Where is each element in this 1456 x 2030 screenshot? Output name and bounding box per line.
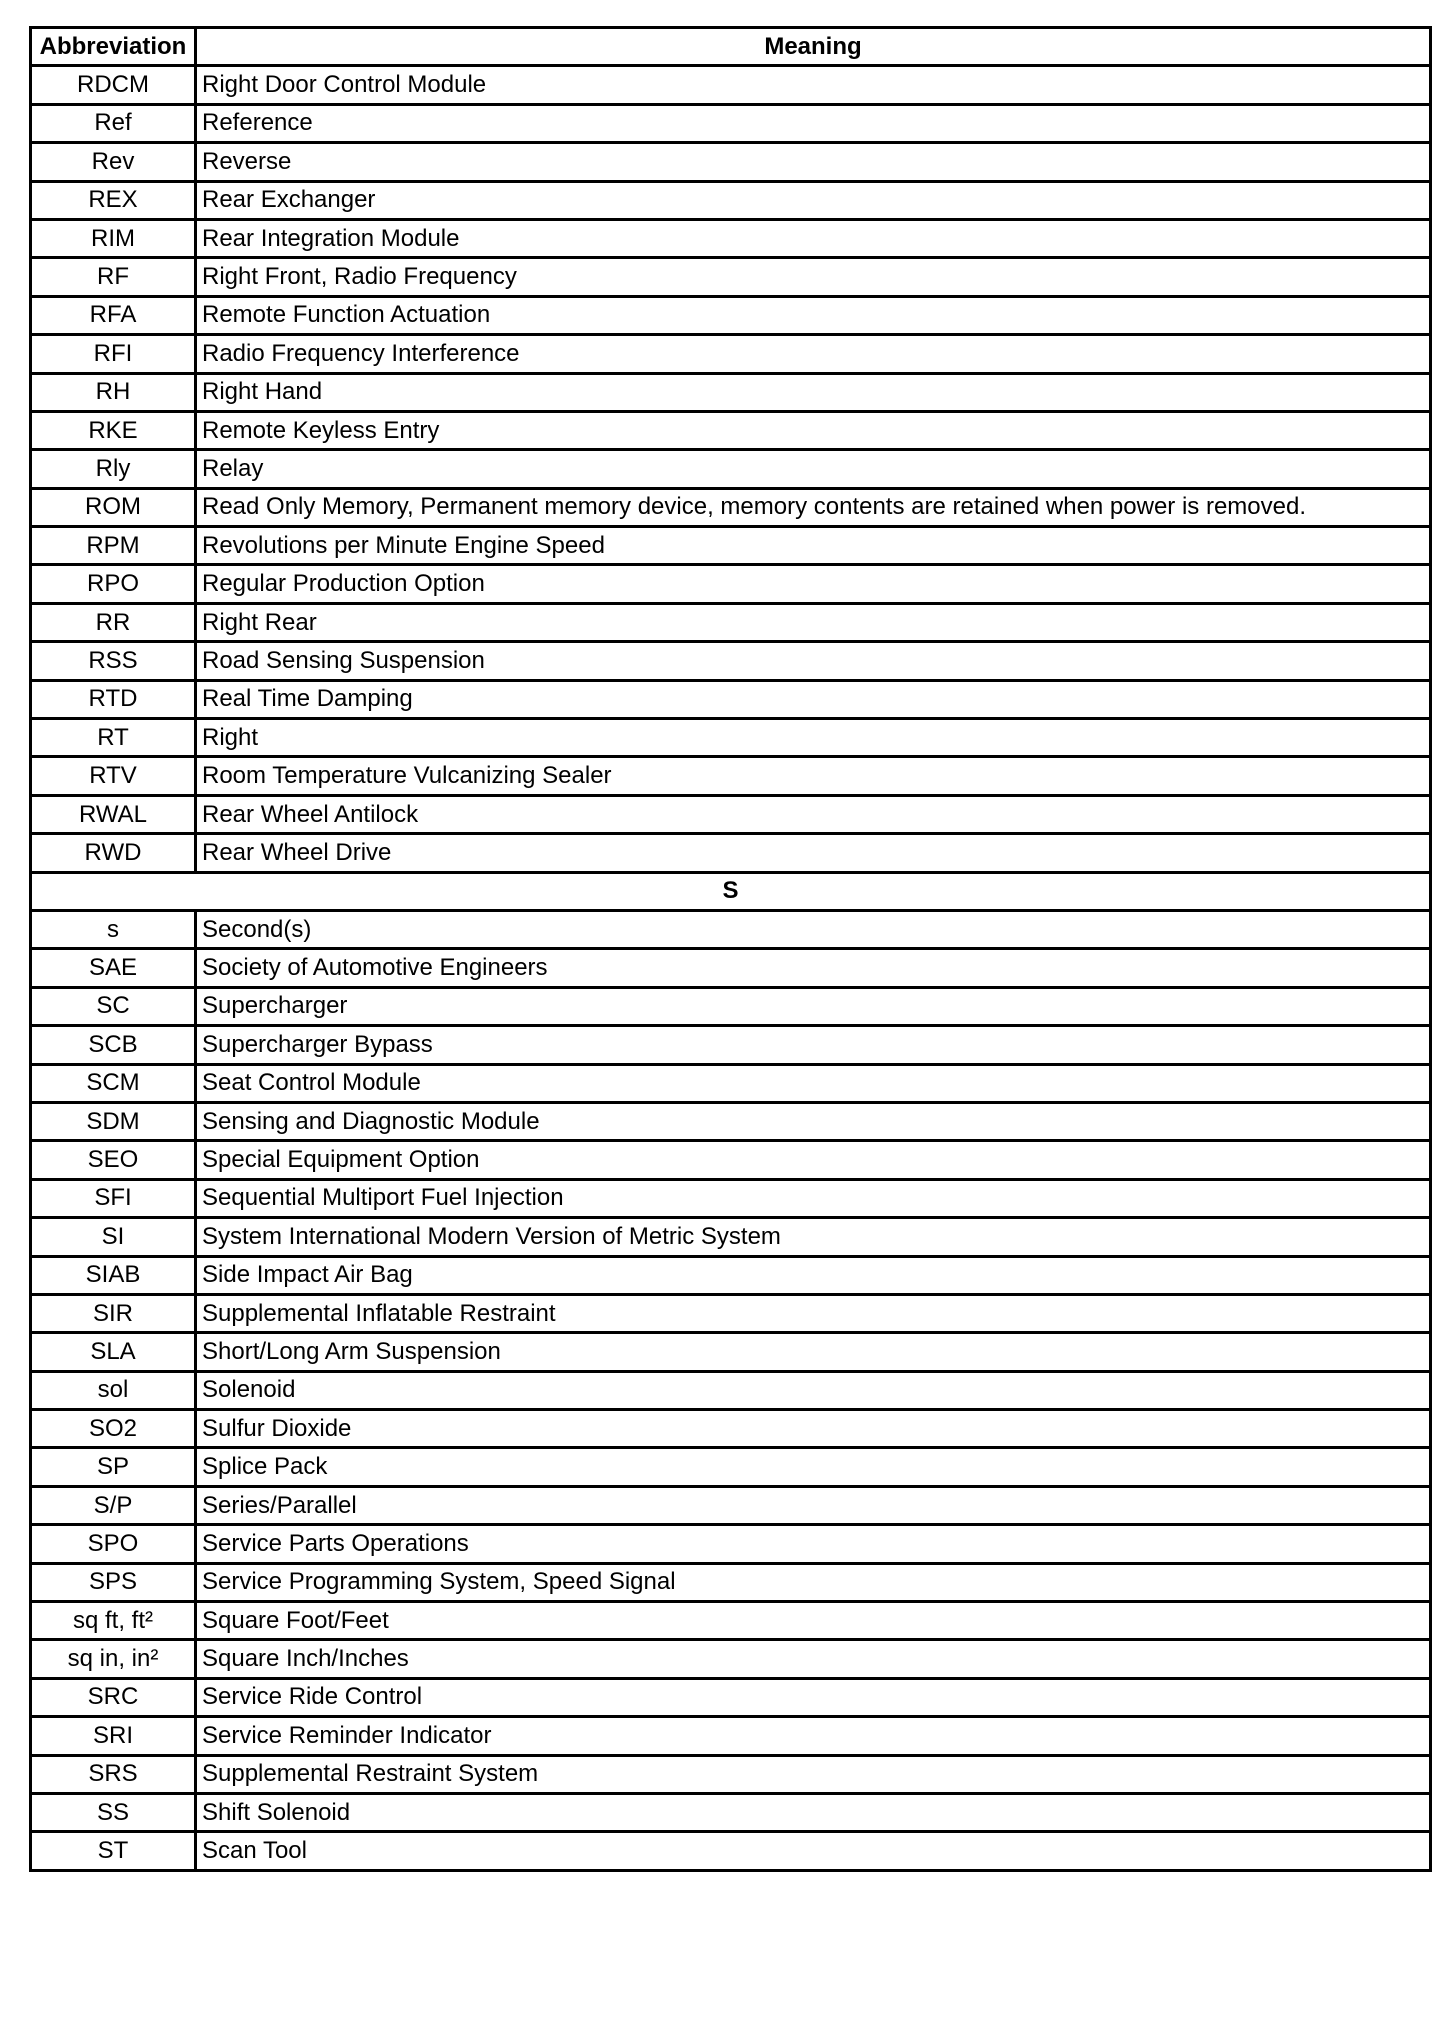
abbreviation-cell: SC (31, 987, 196, 1025)
meaning-cell: Real Time Damping (196, 680, 1431, 718)
abbreviation-cell: Ref (31, 104, 196, 142)
abbreviation-cell: SS (31, 1793, 196, 1831)
table-row (31, 1640, 1431, 1678)
meaning-cell: Reverse (196, 143, 1431, 181)
abbreviation-cell: sq in, in² (31, 1640, 196, 1678)
abbreviation-cell: RPM (31, 527, 196, 565)
table-row (31, 258, 1431, 296)
meaning-cell: Sulfur Dioxide (196, 1410, 1431, 1448)
table-row (31, 1064, 1431, 1102)
abbreviation-cell: S/P (31, 1486, 196, 1524)
meaning-cell: Service Reminder Indicator (196, 1717, 1431, 1755)
abbreviation-cell: RIM (31, 219, 196, 257)
table-row (31, 1563, 1431, 1601)
abbreviation-cell: SLA (31, 1333, 196, 1371)
abbreviation-cell: RR (31, 603, 196, 641)
table-row (31, 143, 1431, 181)
meaning-cell: Rear Wheel Drive (196, 834, 1431, 872)
table-row (31, 450, 1431, 488)
table-row (31, 1602, 1431, 1640)
table-row (31, 181, 1431, 219)
table-row (31, 795, 1431, 833)
table-header-row (31, 28, 1431, 66)
abbreviation-cell: RFI (31, 335, 196, 373)
table-row (31, 1256, 1431, 1294)
table-row (31, 1755, 1431, 1793)
abbreviation-cell: SEO (31, 1141, 196, 1179)
table-row (31, 949, 1431, 987)
meaning-cell: Solenoid (196, 1371, 1431, 1409)
meaning-cell: Room Temperature Vulcanizing Sealer (196, 757, 1431, 795)
meaning-cell: Relay (196, 450, 1431, 488)
meaning-cell: Sensing and Diagnostic Module (196, 1102, 1431, 1140)
table-row (31, 910, 1431, 948)
meaning-cell: Square Inch/Inches (196, 1640, 1431, 1678)
table-row (31, 1026, 1431, 1064)
meaning-cell: Sequential Multiport Fuel Injection (196, 1179, 1431, 1217)
abbreviation-cell: RDCM (31, 66, 196, 104)
table-row (31, 1141, 1431, 1179)
table-row (31, 642, 1431, 680)
table-row (31, 1525, 1431, 1563)
table-row (31, 987, 1431, 1025)
meaning-cell: Side Impact Air Bag (196, 1256, 1431, 1294)
abbreviation-cell: RH (31, 373, 196, 411)
meaning-cell: Shift Solenoid (196, 1793, 1431, 1831)
meaning-cell: Splice Pack (196, 1448, 1431, 1486)
meaning-cell: Service Parts Operations (196, 1525, 1431, 1563)
abbreviation-cell: SAE (31, 949, 196, 987)
abbreviation-cell: SIR (31, 1294, 196, 1332)
meaning-cell: Read Only Memory, Permanent memory device, memory contents are retained when power is removed. (196, 488, 1431, 526)
abbreviation-cell: RSS (31, 642, 196, 680)
abbreviation-cell: SCM (31, 1064, 196, 1102)
abbreviation-cell: s (31, 910, 196, 948)
table-row (31, 1102, 1431, 1140)
abbreviation-cell: SRS (31, 1755, 196, 1793)
abbreviation-cell: RFA (31, 296, 196, 334)
table-row (31, 757, 1431, 795)
abbreviation-cell: RWAL (31, 795, 196, 833)
meaning-cell: Supplemental Restraint System (196, 1755, 1431, 1793)
abbreviation-cell: Rev (31, 143, 196, 181)
abbreviation-cell: SFI (31, 1179, 196, 1217)
meaning-cell: Right Front, Radio Frequency (196, 258, 1431, 296)
table-row (31, 565, 1431, 603)
abbreviation-cell: SPS (31, 1563, 196, 1601)
meaning-cell: Second(s) (196, 910, 1431, 948)
table-row (31, 527, 1431, 565)
abbreviation-cell: SO2 (31, 1410, 196, 1448)
table-row (31, 1294, 1431, 1332)
meaning-cell: Special Equipment Option (196, 1141, 1431, 1179)
abbreviation-cell: SPO (31, 1525, 196, 1563)
table-row (31, 1218, 1431, 1256)
table-row (31, 1371, 1431, 1409)
table-row (31, 719, 1431, 757)
table-row (31, 411, 1431, 449)
table-row (31, 1410, 1431, 1448)
table-row (31, 680, 1431, 718)
table-row (31, 1333, 1431, 1371)
table-row (31, 335, 1431, 373)
abbreviation-cell: SDM (31, 1102, 196, 1140)
abbreviation-cell: sol (31, 1371, 196, 1409)
abbreviation-cell: RKE (31, 411, 196, 449)
table-row (31, 1678, 1431, 1716)
abbreviation-cell: Rly (31, 450, 196, 488)
meaning-cell: Service Programming System, Speed Signal (196, 1563, 1431, 1601)
meaning-cell: System International Modern Version of Metric System (196, 1218, 1431, 1256)
abbreviation-cell: RTV (31, 757, 196, 795)
table-row (31, 1486, 1431, 1524)
abbreviation-cell: ROM (31, 488, 196, 526)
abbreviation-cell: RT (31, 719, 196, 757)
section-header-row (31, 872, 1431, 910)
table-row (31, 104, 1431, 142)
meaning-cell: Society of Automotive Engineers (196, 949, 1431, 987)
meaning-cell: Rear Integration Module (196, 219, 1431, 257)
abbreviation-cell: RF (31, 258, 196, 296)
abbreviation-cell: REX (31, 181, 196, 219)
meaning-cell: Short/Long Arm Suspension (196, 1333, 1431, 1371)
meaning-cell: Road Sensing Suspension (196, 642, 1431, 680)
table-row (31, 296, 1431, 334)
meaning-cell: Regular Production Option (196, 565, 1431, 603)
meaning-cell: Remote Keyless Entry (196, 411, 1431, 449)
abbreviation-cell: RTD (31, 680, 196, 718)
table-row (31, 1717, 1431, 1755)
table-row (31, 1832, 1431, 1870)
meaning-cell: Rear Exchanger (196, 181, 1431, 219)
abbreviation-cell: SI (31, 1218, 196, 1256)
section-letter: S (31, 872, 1431, 910)
abbreviation-cell: sq ft, ft² (31, 1602, 196, 1640)
table-row (31, 66, 1431, 104)
abbreviation-table (29, 26, 1432, 1872)
meaning-cell: Right (196, 719, 1431, 757)
meaning-cell: Right Hand (196, 373, 1431, 411)
table-body (31, 66, 1431, 1870)
table-row (31, 1448, 1431, 1486)
meaning-cell: Remote Function Actuation (196, 296, 1431, 334)
abbreviation-cell: SIAB (31, 1256, 196, 1294)
meaning-cell: Square Foot/Feet (196, 1602, 1431, 1640)
abbreviation-column-header: Abbreviation (31, 28, 196, 66)
table-row (31, 834, 1431, 872)
table-row (31, 1179, 1431, 1217)
abbreviation-cell: SRC (31, 1678, 196, 1716)
table-row (31, 373, 1431, 411)
meaning-cell: Reference (196, 104, 1431, 142)
table-row (31, 1793, 1431, 1831)
meaning-cell: Right Door Control Module (196, 66, 1431, 104)
meaning-column-header: Meaning (196, 28, 1431, 66)
table-row (31, 488, 1431, 526)
meaning-cell: Right Rear (196, 603, 1431, 641)
meaning-cell: Revolutions per Minute Engine Speed (196, 527, 1431, 565)
meaning-cell: Scan Tool (196, 1832, 1431, 1870)
table-row (31, 603, 1431, 641)
meaning-cell: Seat Control Module (196, 1064, 1431, 1102)
abbreviation-cell: SP (31, 1448, 196, 1486)
meaning-cell: Service Ride Control (196, 1678, 1431, 1716)
table-row (31, 219, 1431, 257)
abbreviation-cell: ST (31, 1832, 196, 1870)
meaning-cell: Series/Parallel (196, 1486, 1431, 1524)
abbreviation-cell: SCB (31, 1026, 196, 1064)
meaning-cell: Supercharger Bypass (196, 1026, 1431, 1064)
abbreviation-cell: SRI (31, 1717, 196, 1755)
meaning-cell: Radio Frequency Interference (196, 335, 1431, 373)
abbreviation-cell: RPO (31, 565, 196, 603)
meaning-cell: Supplemental Inflatable Restraint (196, 1294, 1431, 1332)
meaning-cell: Rear Wheel Antilock (196, 795, 1431, 833)
meaning-cell: Supercharger (196, 987, 1431, 1025)
abbreviation-cell: RWD (31, 834, 196, 872)
